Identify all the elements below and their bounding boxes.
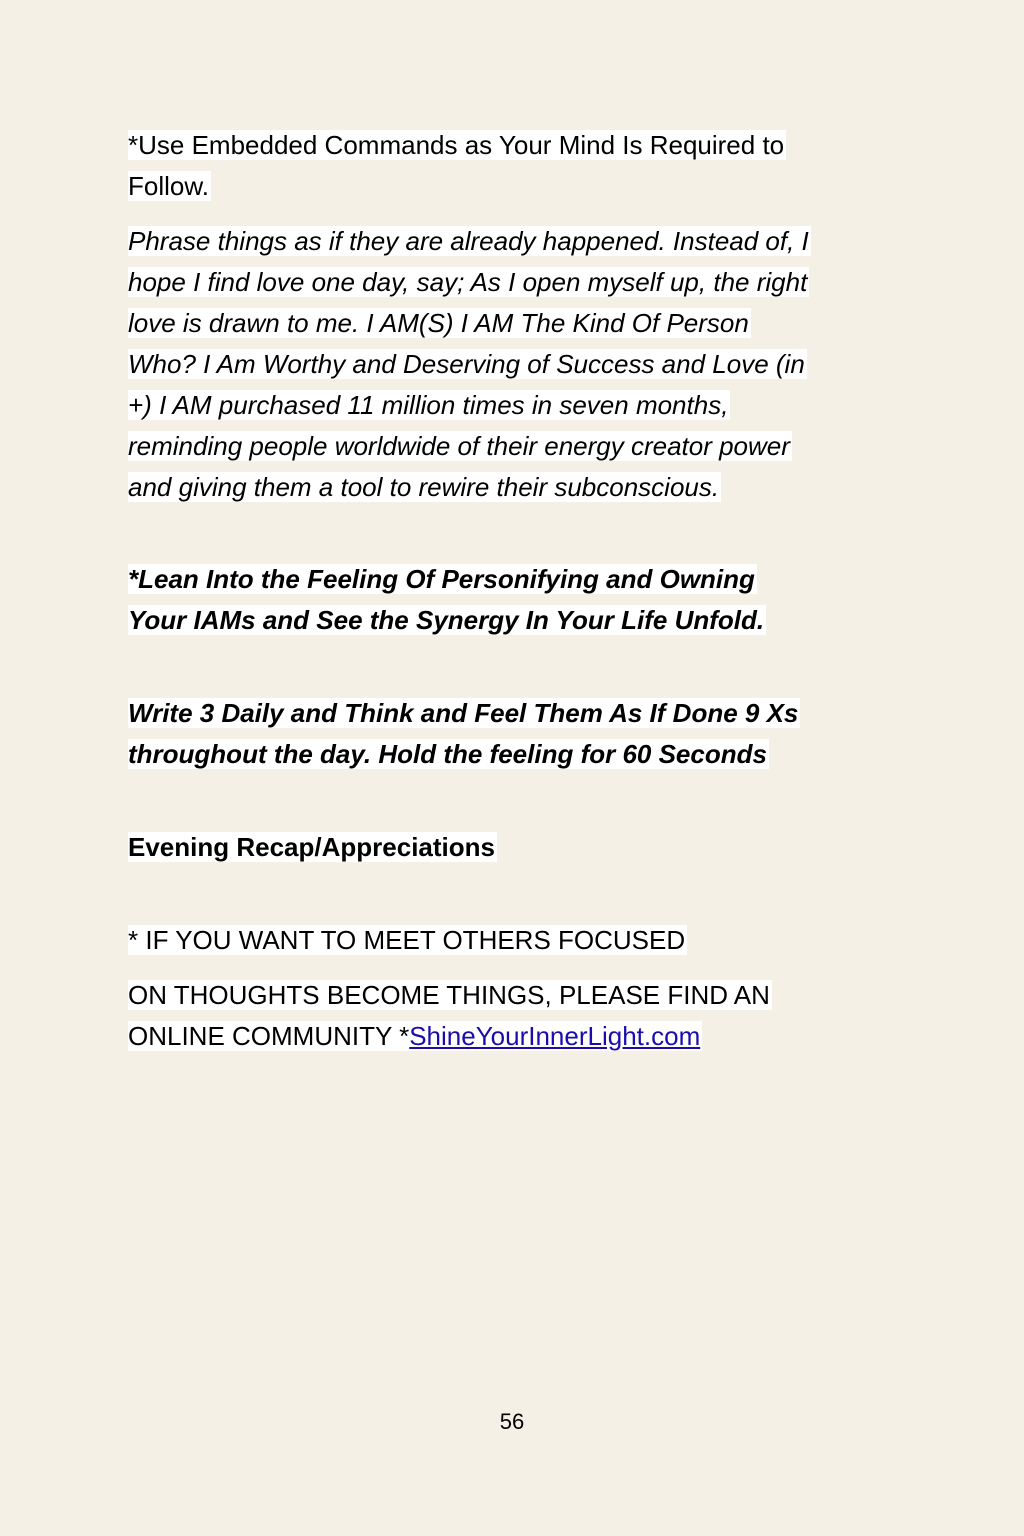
text-line: reminding people worldwide of their energy creator power: [128, 431, 790, 461]
text-line: and giving them a tool to rewire their subconscious.: [128, 472, 720, 502]
text-line: *Use Embedded Commands as Your Mind Is Required to: [128, 130, 785, 160]
text-line: Follow.: [128, 171, 209, 201]
community-note-line1: [128, 920, 908, 961]
lean-into-paragraph: [128, 559, 908, 641]
text-line: * IF YOU WANT TO MEET OTHERS FOCUSED: [128, 925, 686, 955]
write-daily-paragraph: [128, 693, 908, 775]
community-note: [128, 975, 908, 1057]
text-line: [128, 1021, 702, 1051]
text-line: *Lean Into the Feeling Of Personifying and Owning: [128, 564, 755, 594]
community-link[interactable]: ShineYourInnerLight.com: [409, 1021, 701, 1051]
text-fragment: ONLINE COMMUNITY *: [128, 1021, 410, 1051]
phrase-paragraph: [128, 221, 908, 508]
embedded-commands-heading: [128, 125, 908, 207]
text-line: Your IAMs and See the Synergy In Your Life Unfold.: [128, 605, 765, 635]
text-line: throughout the day. Hold the feeling for 60 Seconds: [128, 739, 767, 769]
text-line: ON THOUGHTS BECOME THINGS, PLEASE FIND AN: [128, 980, 770, 1010]
text-line: +) I AM purchased 11 million times in seven months,: [128, 390, 729, 420]
text-line: Write 3 Daily and Think and Feel Them As If Done 9 Xs: [128, 698, 799, 728]
page-number: 56: [499, 1409, 525, 1434]
text-line: Phrase things as if they are already happened. Instead of, I: [128, 226, 809, 256]
text-line: Evening Recap/Appreciations: [128, 832, 495, 862]
text-line: Who? I Am Worthy and Deserving of Success and Love (in: [128, 349, 805, 379]
text-line: love is drawn to me. I AM(S) I AM The Kind Of Person: [128, 308, 749, 338]
evening-recap-heading: [128, 827, 908, 868]
text-line: hope I find love one day, say; As I open myself up, the right: [128, 267, 808, 297]
